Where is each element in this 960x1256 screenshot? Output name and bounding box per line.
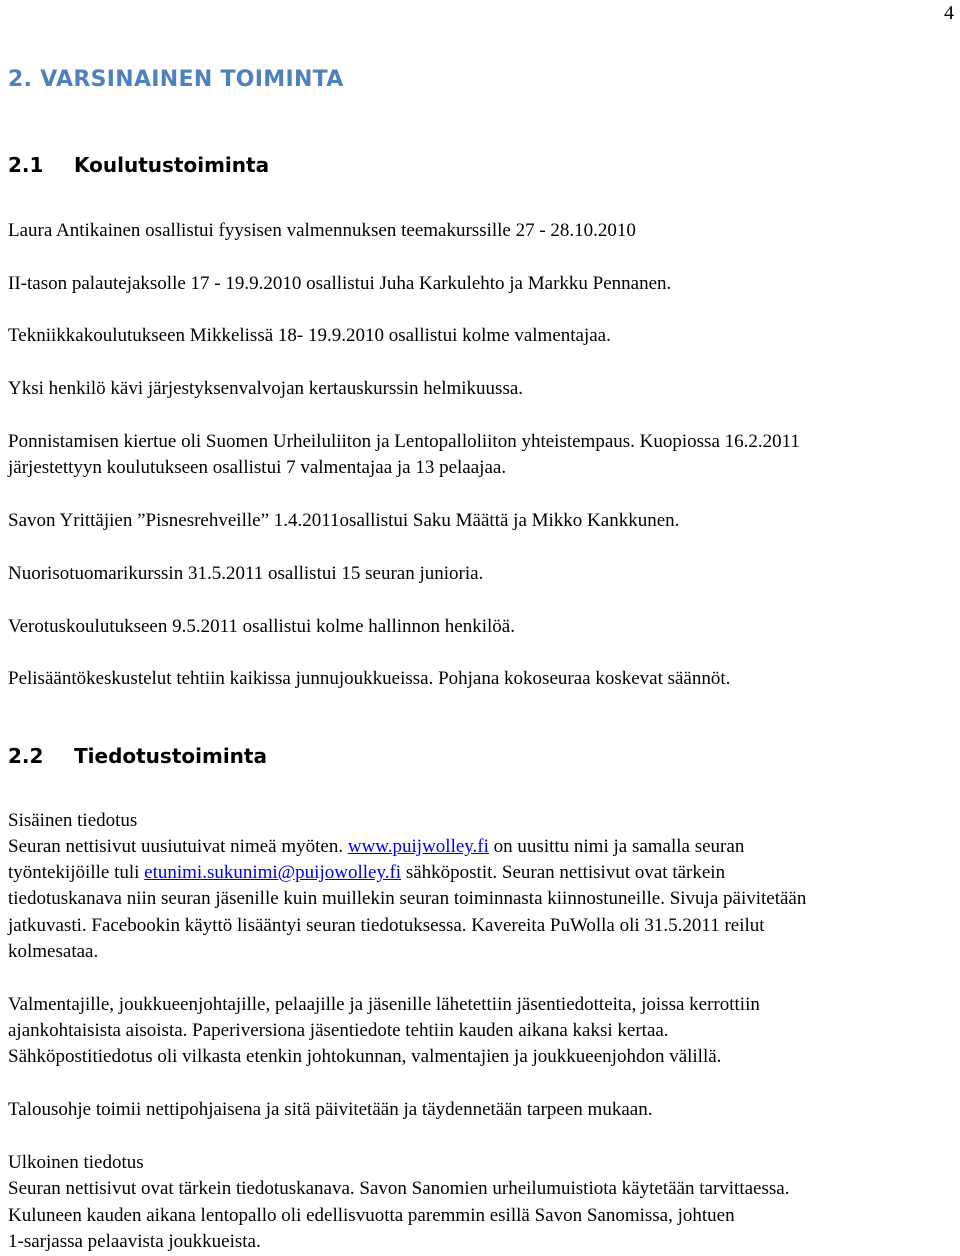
paragraph-line: Nuorisotuomarikurssin 31.5.2011 osallistui 15 seuran junioria. [8,563,484,584]
paragraph-line [8,860,958,886]
subsection-number: 2.1 [8,153,44,177]
paragraph-line: 1-sarjassa pelaavista joukkueista. [8,1231,261,1252]
paragraph-line: Verotuskoulutukseen 9.5.2011 osallistui kolme hallinnon henkilöä. [8,616,515,637]
paragraph-line: ajankohtaisista aisoista. Paperiversiona jäsentiedote tehtiin kauden aikana kaksi kertaa. [8,1020,669,1041]
paragraph-line: Sähköpostitiedotus oli vilkasta etenkin johtokunnan, valmentajien ja joukkueenjohdon välillä. [8,1046,722,1067]
paragraph-line: jatkuvasti. Facebookin käyttö lisääntyi seuran tiedotuksessa. Kavereita PuWolla oli 31.5.2011 reilut [8,915,765,936]
section-heading: 2. VARSINAINEN TOIMINTA [8,67,344,92]
text-run: sähköpostit. Seuran nettisivut ovat tärkein [401,862,726,883]
subsection-title: Tiedotustoiminta [74,744,267,768]
paragraph-line: Kuluneen kauden aikana lentopallo oli edellisvuotta paremmin esillä Savon Sanomissa, johtuen [8,1205,735,1226]
paragraph-line: kolmesataa. [8,941,99,962]
subsection-number: 2.2 [8,744,44,768]
text-run: Seuran nettisivut uusiutuivat nimeä myöten. [8,836,348,857]
subsection-title: Koulutustoiminta [74,153,270,177]
subsection-heading-tiedotus [8,743,267,769]
paragraph-line: Valmentajille, joukkueenjohtajille, pelaajille ja jäsenille lähetettiin jäsentiedotteita, joissa kerrottiin [8,994,760,1015]
paragraph-line: Pelisääntökeskustelut tehtiin kaikissa junnujoukkueissa. Pohjana kokoseuraa koskevat säännöt. [8,668,731,689]
paragraph-line: Savon Yrittäjien ”Pisnesrehveille” 1.4.2011osallistui Saku Määttä ja Mikko Kankkunen. [8,510,680,531]
external-info-heading: Ulkoinen tiedotus [8,1152,144,1173]
paragraph-line [8,834,958,860]
internal-info-heading: Sisäinen tiedotus [8,810,138,831]
paragraph-line: II-tason palautejaksolle 17 - 19.9.2010 osallistui Juha Karkulehto ja Markku Pennanen. [8,273,672,294]
paragraph-line: järjestettyyn koulutukseen osallistui 7 valmentajaa ja 13 pelaajaa. [8,457,507,478]
email-link[interactable]: etunimi.sukunimi@puijowolley.fi [144,862,402,883]
subsection-heading-koulutus [8,152,269,178]
page-number: 4 [944,2,954,24]
paragraph-line: Laura Antikainen osallistui fyysisen valmennuksen teemakurssille 27 - 28.10.2010 [8,220,636,241]
paragraph-line: tiedotuskanava niin seuran jäsenille kuin muillekin seuran toiminnasta kiinnostuneille. Sivuja päivitetään [8,888,807,909]
paragraph-line: Ponnistamisen kiertue oli Suomen Urheiluliiton ja Lentopalloliiton yhteistempaus. Kuopiossa 16.2.2011 [8,431,800,452]
text-run: on uusittu nimi ja samalla seuran [488,836,745,857]
paragraph-line: Talousohje toimii nettipohjaisena ja sitä päivitetään ja täydennetään tarpeen mukaan. [8,1099,653,1120]
text-run: työntekijöille tuli [8,862,145,883]
paragraph-line: Seuran nettisivut ovat tärkein tiedotuskanava. Savon Sanomien urheilumuistiota käytetään tarvittaessa. [8,1178,790,1199]
paragraph-line: Yksi henkilö kävi järjestyksenvalvojan kertauskurssin helmikuussa. [8,378,524,399]
website-link[interactable]: www.puijwolley.fi [347,836,489,857]
paragraph-line: Tekniikkakoulutukseen Mikkelissä 18- 19.9.2010 osallistui kolme valmentajaa. [8,325,611,346]
